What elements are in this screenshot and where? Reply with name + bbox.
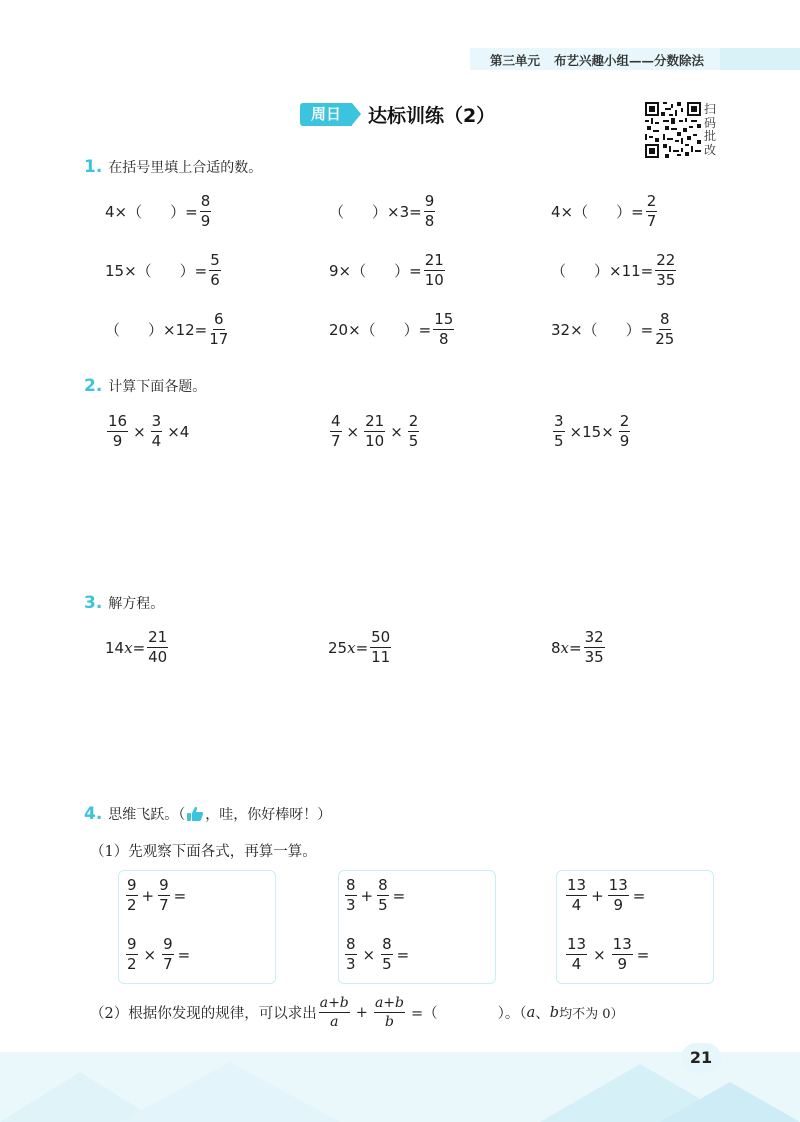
thumbs-up-icon	[186, 806, 204, 822]
footer-band	[0, 1052, 800, 1122]
q1-item-2: （ ）×3= $\frac{9}{8}$	[329, 192, 435, 230]
scan-to-grade-label: 扫 码 批 改	[704, 102, 717, 157]
q1-item-9: 32×（ ）= $\frac{8}{25}$	[551, 310, 675, 348]
unit-label: 第三单元	[490, 53, 541, 68]
q1-item-8: 20×（ ）= $\frac{15}{8}$	[329, 310, 454, 348]
q1-item-1: 4×（ ）= $\frac{8}{9}$	[105, 192, 211, 230]
q1-item-3: 4×（ ）= $\frac{2}{7}$	[551, 192, 657, 230]
q4-box3-sum: 13 4 + $\frac{13}{9}$ =	[567, 876, 646, 914]
q1-item-4: 15×（ ）= $\frac{5}{6}$	[105, 251, 220, 289]
q1-item-6: （ ）×11= $\frac{22}{35}$	[551, 251, 676, 289]
header-strip-accent	[720, 48, 800, 70]
q4-part1-prompt: （1）先观察下面各式，再算一算。	[90, 844, 317, 860]
q1-item-7: （ ）×12= $\frac{6}{17}$	[105, 310, 229, 348]
q2-expr-1: $\frac{16}{9}$ × $\frac{3}{4}$ ×4	[108, 412, 190, 450]
q4-box2-sum: 8 3 + $\frac{8}{5}$ =	[346, 876, 406, 914]
q2-expr-3: $\frac{3}{5}$ ×15× $\frac{2}{9}$	[554, 412, 630, 450]
q4-box2-product: $\frac{8}{3}$ × $\frac{8}{5}$ =	[346, 935, 410, 973]
topic-label: 布艺兴趣小组——分数除法	[554, 53, 705, 68]
footer-decoration	[0, 1052, 800, 1122]
day-badge: 周日	[300, 103, 352, 126]
q4-box3-product: $\frac{13}{4}$ × $\frac{13}{9}$ =	[567, 935, 650, 973]
q3-equation-1: 14 x = $\frac{21}{40}$	[105, 628, 168, 666]
running-header	[490, 51, 704, 69]
q4-box1-sum: 9 2 + $\frac{9}{7}$ =	[127, 876, 187, 914]
q3-equation-2: 25 x = $\frac{50}{11}$	[328, 628, 391, 666]
q1-item-5: 9×（ ）= $\frac{21}{10}$	[329, 251, 444, 289]
q4-part2-prompt: （2）根据你发现的规律，可以求出 a+b a + $\frac{a+b}{b}$ =（ ）。（ a 、 b 均不为 0）	[90, 995, 624, 1030]
q3-equation-3: 8 x = $\frac{32}{35}$	[551, 628, 604, 666]
q4-box1-product: $\frac{9}{2}$ × $\frac{9}{7}$ =	[127, 935, 191, 973]
question-4-heading: 4. 思维飞跃。（ ，哇，你好棒呀！）	[84, 804, 332, 824]
question-2-heading: 2. 计算下面各题。	[84, 376, 207, 396]
question-3-heading: 3. 解方程。	[84, 593, 165, 613]
page-number: 21	[681, 1043, 721, 1073]
q2-expr-2: $\frac{4}{7}$ × $\frac{21}{10}$ × $\frac{2}{5}$	[331, 412, 419, 450]
question-1-heading: 1. 在括号里填上合适的数。	[84, 157, 263, 177]
page-title: 达标训练（2）	[368, 105, 496, 127]
qr-code-icon[interactable]	[645, 102, 701, 158]
